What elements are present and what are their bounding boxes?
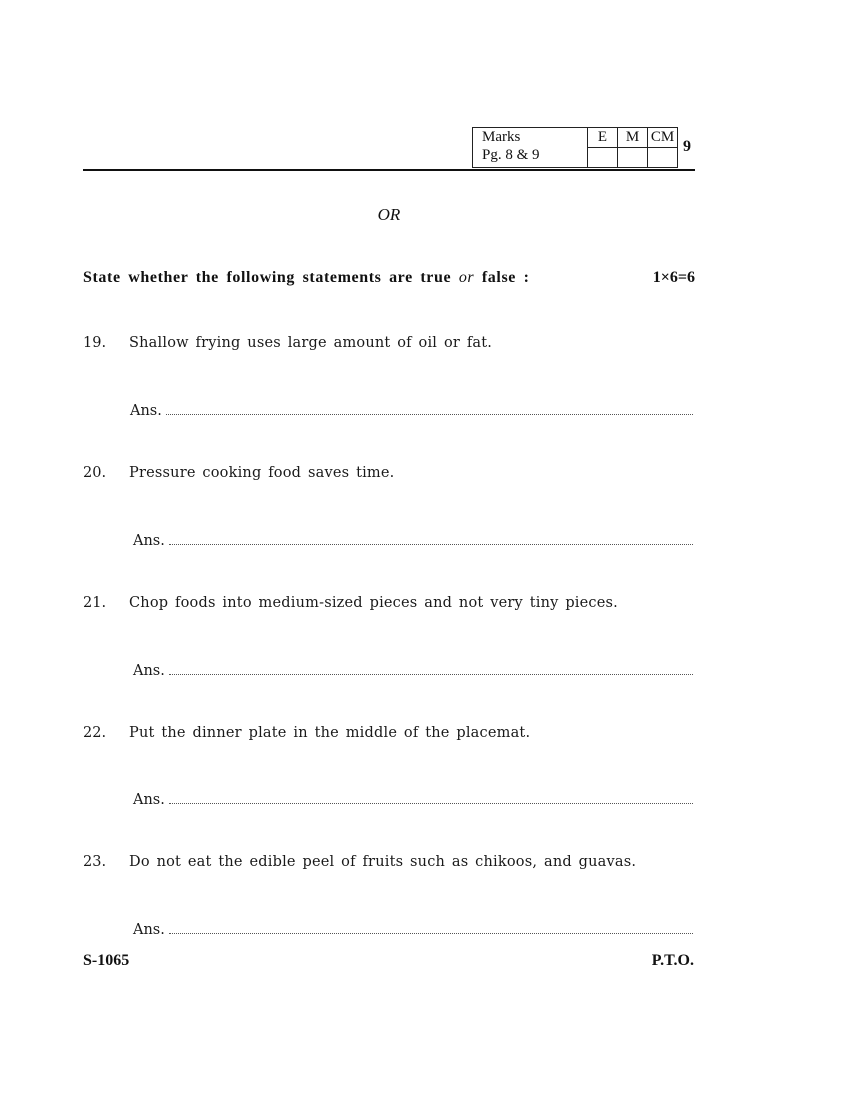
answer-line-19[interactable]: [130, 399, 693, 419]
question-number: 23.: [83, 854, 107, 870]
page-number: 9: [683, 138, 691, 155]
question-number: 20.: [83, 465, 107, 481]
answer-label: Ans.: [133, 663, 165, 679]
question-number: 19.: [83, 335, 107, 351]
marks-scheme: 1×6=6: [652, 269, 695, 286]
pages-label: Pg. 8 & 9: [482, 147, 540, 163]
column-m-marks-cell[interactable]: [618, 148, 648, 168]
question-text: Do not eat the edible peel of fruits such as chikoos, and guavas.: [129, 854, 637, 870]
answer-dotted-line[interactable]: [166, 414, 693, 415]
column-e-marks-cell[interactable]: [588, 148, 618, 168]
instruction-suffix: false :: [481, 269, 530, 286]
answer-line-20[interactable]: [133, 529, 693, 549]
answer-line-21[interactable]: [133, 659, 693, 679]
answer-dotted-line[interactable]: [169, 933, 693, 934]
answer-dotted-line[interactable]: [169, 803, 693, 804]
answer-label: Ans.: [130, 403, 162, 419]
instruction-prefix: State whether the following statements are true: [83, 269, 452, 286]
answer-label: Ans.: [133, 792, 165, 808]
answer-dotted-line[interactable]: [169, 674, 693, 675]
question-text: Put the dinner plate in the middle of the placemat.: [129, 725, 531, 741]
header-divider: [83, 169, 695, 171]
marks-label: Marks: [482, 129, 521, 145]
paper-code: S-1065: [83, 952, 130, 969]
marks-label-cell: [473, 128, 588, 168]
column-m-header: M: [618, 128, 648, 148]
question-number: 21.: [83, 595, 107, 611]
answer-line-23[interactable]: [133, 918, 693, 938]
please-turn-over: P.T.O.: [651, 952, 694, 969]
or-divider-text: OR: [377, 205, 401, 224]
answer-label: Ans.: [133, 533, 165, 549]
column-cm-header: CM: [648, 128, 678, 148]
answer-dotted-line[interactable]: [169, 544, 693, 545]
question-text: Pressure cooking food saves time.: [129, 465, 395, 481]
column-e-header: E: [588, 128, 618, 148]
question-text: Shallow frying uses large amount of oil or fat.: [129, 335, 493, 351]
question-number: 22.: [83, 725, 107, 741]
marks-table: [472, 127, 678, 168]
answer-label: Ans.: [133, 922, 165, 938]
answer-line-22[interactable]: [133, 788, 693, 808]
instruction-or: or: [458, 269, 475, 286]
column-cm-marks-cell[interactable]: [648, 148, 678, 168]
question-text: Chop foods into medium-sized pieces and not very tiny pieces.: [129, 595, 618, 611]
section-instruction: [83, 269, 695, 287]
